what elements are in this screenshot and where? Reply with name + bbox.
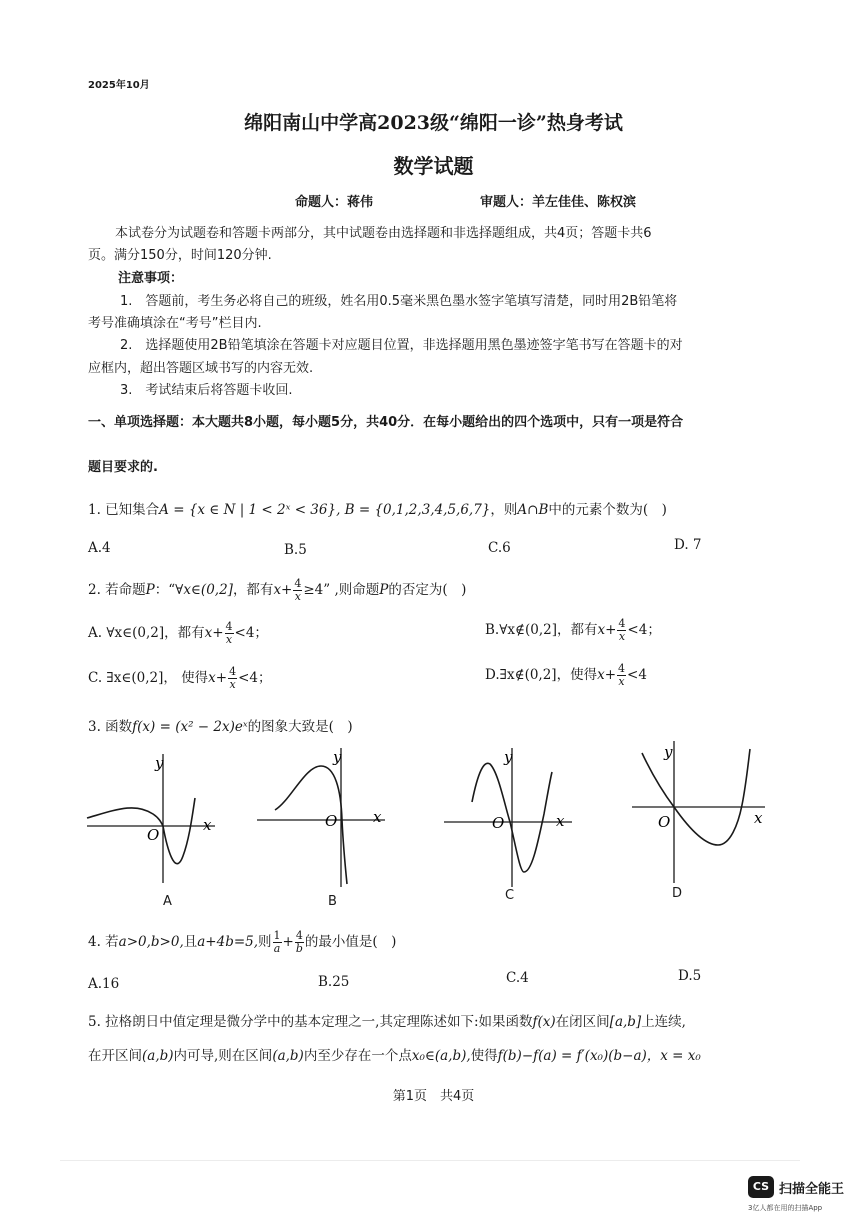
q3-option-d[interactable]: D bbox=[672, 886, 683, 901]
exam-date: 2025年10月 bbox=[88, 80, 150, 91]
reviewer: 审题人：羊左佳佳、陈权滨 bbox=[480, 195, 637, 210]
intro-line-2: 页。满分150分，时间120分钟. bbox=[88, 248, 272, 263]
q1-option-a[interactable]: A.4 bbox=[88, 540, 111, 556]
q3-graph-c[interactable] bbox=[442, 742, 582, 888]
exam-title: 绵阳南山中学高2023级“绵阳一诊”热身考试 bbox=[244, 112, 623, 134]
question-3: 3. 函数f(x) = (x² − 2x)eˣ的图象大致是( ) bbox=[88, 719, 353, 735]
x-axis-label: x bbox=[556, 812, 565, 830]
q1-option-c[interactable]: C.6 bbox=[488, 540, 511, 556]
q1-option-b[interactable]: B.5 bbox=[284, 542, 307, 558]
q3-option-c[interactable]: C bbox=[505, 888, 515, 903]
y-axis-label: y bbox=[664, 743, 673, 761]
q2-option-a[interactable]: A. ∀x∈(0,2]，都有x+ $\frac{4}{x}$ <4； bbox=[88, 620, 268, 646]
question-5-line-1: 5. 拉格朗日中值定理是微分学中的基本定理之一,其定理陈述如下:如果函数f(x)在闭区间[a,b]上连续, bbox=[88, 1014, 686, 1030]
origin-label: O bbox=[658, 813, 671, 831]
note-2-line-1: 2. 选择题使用2B铅笔填涂在答题卡对应题目位置，非选择题用黑色墨迹签字笔书写在答题卡的对 bbox=[120, 338, 683, 353]
origin-label: O bbox=[492, 814, 505, 832]
y-axis-label: y bbox=[155, 754, 164, 772]
scanner-tagline: 3亿人都在用的扫描App bbox=[748, 1204, 823, 1212]
note-2-line-2: 应框内，超出答题区域书写的内容无效. bbox=[88, 361, 314, 376]
scanner-watermark bbox=[748, 1176, 858, 1216]
origin-label: O bbox=[147, 826, 160, 844]
note-1-line-1: 1. 答题前，考生务必将自己的班级，姓名用0.5毫米黑色墨水签字笔填写清楚，同时用2B铅笔将 bbox=[120, 294, 678, 309]
y-axis-label: y bbox=[333, 748, 342, 766]
note-1-line-2: 考号准确填涂在“考号”栏目内. bbox=[88, 316, 262, 331]
scanner-name: 扫描全能王 bbox=[779, 1182, 845, 1197]
question-4: 4. 若a>0,b>0,且a+4b=5,则 $\frac{1}{a}$ + $\frac{4}{b}$ 的最小值是( ) bbox=[88, 929, 397, 955]
question-2: 2. 若命题P：“∀x∈(0,2]，都有x+ $\frac{4}{x}$ ≥4” ,则命题P的否定为( ) bbox=[88, 577, 467, 603]
notes-title: 注意事项： bbox=[118, 271, 184, 286]
q3-option-b[interactable]: B bbox=[328, 894, 337, 909]
q4-option-a[interactable]: A.16 bbox=[88, 976, 120, 992]
q4-option-d[interactable]: D.5 bbox=[678, 968, 702, 984]
page-divider bbox=[60, 1160, 800, 1161]
q3-option-a[interactable]: A bbox=[163, 894, 172, 909]
graph-a-curve bbox=[87, 798, 195, 864]
author: 命题人：蒋伟 bbox=[295, 195, 374, 210]
q4-option-b[interactable]: B.25 bbox=[318, 974, 350, 990]
y-axis-label: y bbox=[504, 748, 513, 766]
q2-option-d[interactable]: D.∃x∉(0,2]，使得x+ $\frac{4}{x}$ <4 bbox=[485, 662, 647, 688]
q2-option-c[interactable]: C. ∃x∈(0,2]， 使得x+ $\frac{4}{x}$ <4； bbox=[88, 665, 272, 691]
question-5-line-2: 在开区间(a,b)内可导,则在区间(a,b)内至少存在一个点x₀∈(a,b),使得f(b)−f(a) = f′(x₀)(b−a)，x = x₀ bbox=[88, 1048, 701, 1064]
q3-graph-d[interactable] bbox=[630, 735, 770, 885]
exam-subtitle: 数学试题 bbox=[393, 154, 474, 178]
question-1: 1. 已知集合A = {x ∈ N | 1 < 2ˣ < 36}, B = {0,1,2,3,4,5,6,7}，则A∩B中的元素个数为( ) bbox=[88, 502, 667, 518]
origin-label: O bbox=[325, 812, 338, 830]
camscanner-logo-icon: CS bbox=[748, 1176, 774, 1198]
x-axis-label: x bbox=[754, 809, 763, 827]
q2-option-b[interactable]: B.∀x∉(0,2]，都有x+ $\frac{4}{x}$ <4； bbox=[485, 617, 661, 643]
x-axis-label: x bbox=[373, 808, 382, 826]
q3-graph-b[interactable] bbox=[255, 742, 395, 888]
section-1-line-2: 题目要求的. bbox=[88, 460, 158, 475]
q3-graph-a[interactable] bbox=[85, 748, 225, 888]
section-1-line-1: 一、单项选择题：本大题共8小题，每小题5分，共40分．在每小题给出的四个选项中，只有一项是符合 bbox=[88, 415, 684, 430]
q1-option-d[interactable]: D. 7 bbox=[674, 537, 702, 553]
page-number: 第1页 共4页 bbox=[392, 1089, 475, 1104]
intro-line-1: 本试卷分为试题卷和答题卡两部分，其中试题卷由选择题和非选择题组成，共4页；答题卡共6 bbox=[115, 226, 652, 241]
x-axis-label: x bbox=[203, 816, 212, 834]
q4-option-c[interactable]: C.4 bbox=[506, 970, 529, 986]
note-3: 3. 考试结束后将答题卡收回. bbox=[120, 383, 293, 398]
